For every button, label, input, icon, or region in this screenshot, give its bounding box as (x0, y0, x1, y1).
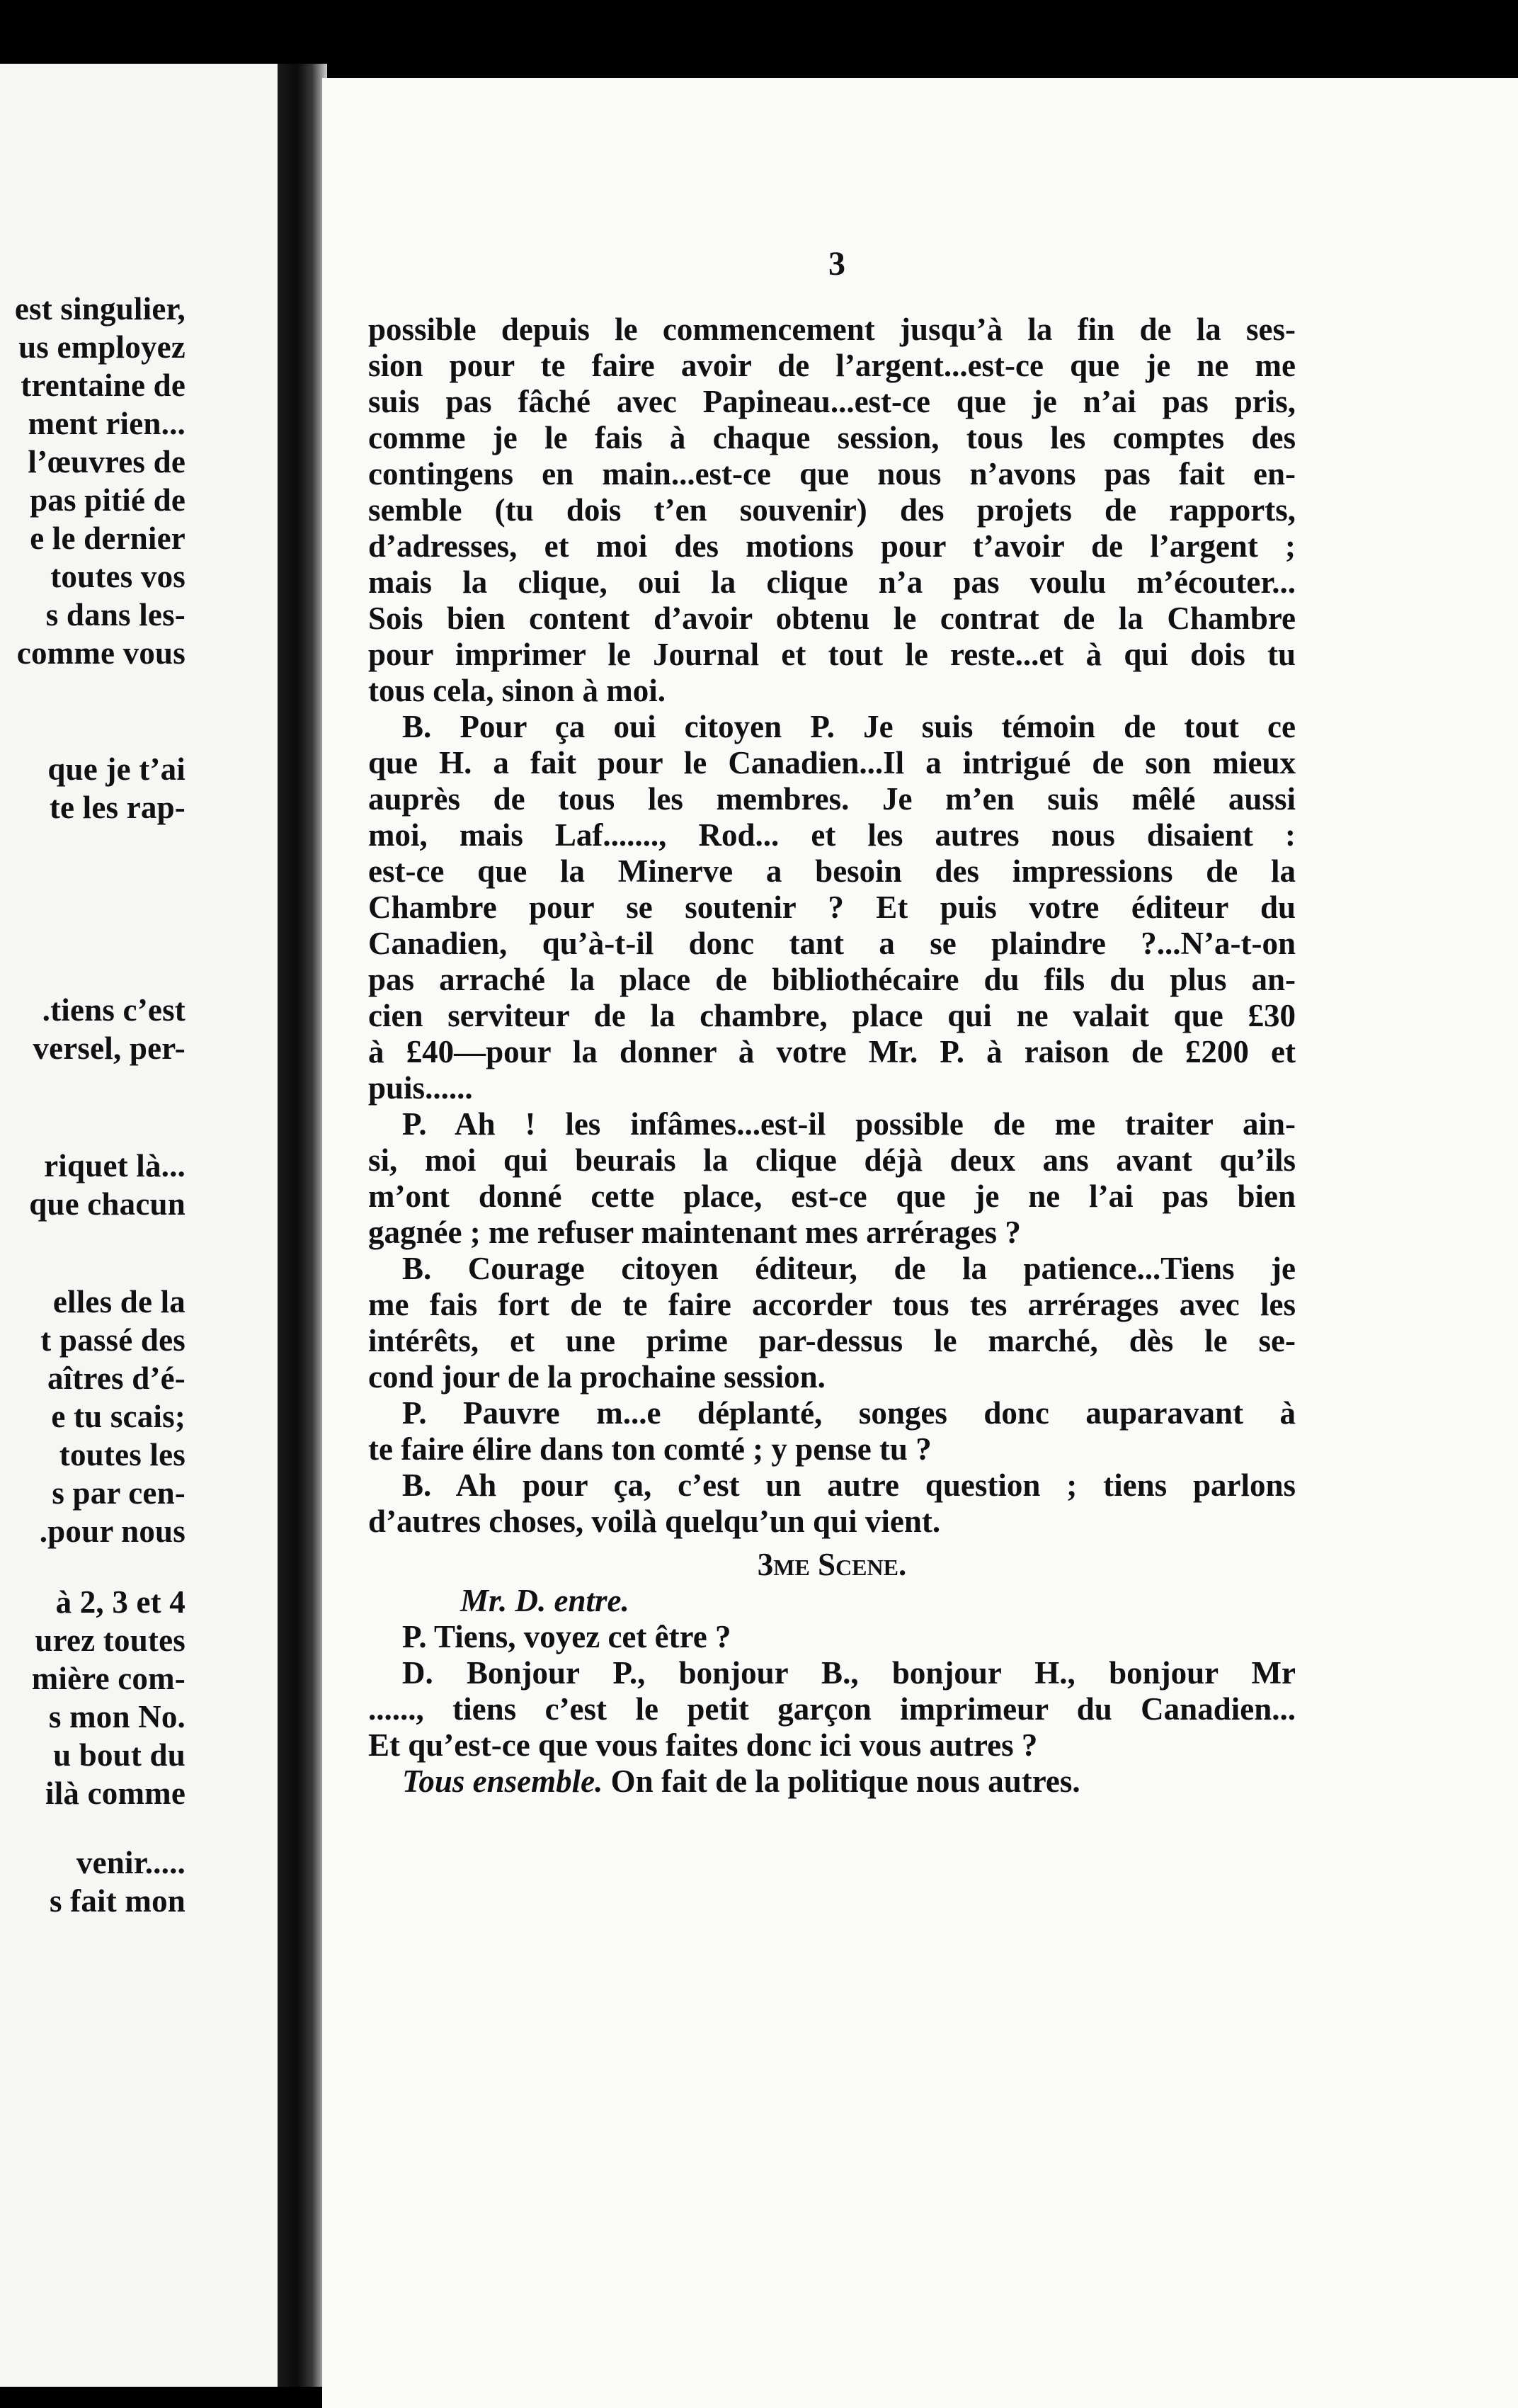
final-line (368, 1764, 1296, 1800)
left-page-line: l’œuvres de (28, 444, 186, 479)
left-page-line: versel, per- (33, 1030, 186, 1066)
left-page-line: riquet là... (44, 1148, 186, 1183)
text-line: moi, mais Laf......., Rod... et les autres nous disaient : (368, 817, 1296, 853)
text-line: intérêts, et une prime par-dessus le marché, dès le se- (368, 1323, 1296, 1358)
left-page-line: s mon No. (48, 1699, 186, 1734)
text-line: suis pas fâché avec Papineau...est-ce que je n’ai pas pris, (368, 384, 1296, 419)
page-body-text (368, 312, 1296, 1800)
text-line: D. Bonjour P., bonjour B., bonjour H., bonjour Mr (402, 1655, 1296, 1691)
text-line: tous cela, sinon à moi. (368, 673, 666, 708)
text-line: te faire élire dans ton comté ; y pense tu ? (368, 1431, 932, 1467)
text-line: comme je le fais à chaque session, tous les comptes des (368, 420, 1296, 455)
text-line: m’ont donné cette place, est-ce que je ne l’ai pas bien (368, 1179, 1296, 1214)
text-line: me fais fort de te faire accorder tous tes arrérages avec les (368, 1287, 1296, 1322)
left-page-line: us employez (18, 329, 186, 365)
text-line: mais la clique, oui la clique n’a pas voulu m’écouter... (368, 564, 1296, 600)
left-page-line: trentaine de (21, 368, 186, 403)
left-page-line: à 2, 3 et 4 (55, 1584, 186, 1620)
left-page-line: mière com- (31, 1661, 186, 1696)
text-line: puis...... (368, 1070, 473, 1106)
text-line: Chambre pour se soutenir ? Et puis votre éditeur du (368, 890, 1296, 925)
text-line: B. Pour ça oui citoyen P. Je suis témoin de tout ce (402, 709, 1296, 744)
text-line: contingens en main...est-ce que nous n’avons pas fait en- (368, 456, 1296, 492)
text-line: à £40—pour la donner à votre Mr. P. à raison de £200 et (368, 1034, 1296, 1069)
left-page-line: e le dernier (30, 521, 186, 556)
text-line: cien serviteur de la chambre, place qui ne valait que £30 (368, 998, 1296, 1033)
text-line: P. Tiens, voyez cet être ? (402, 1619, 731, 1654)
left-page-fragment (0, 64, 278, 2387)
left-page-line: aîtres d’é- (47, 1361, 186, 1396)
left-page-line: que je t’ai (47, 751, 186, 787)
text-line: semble (tu dois t’en souvenir) des projets de rapports, (368, 492, 1296, 528)
text-line: Et qu’est-ce que vous faites donc ici vous autres ? (368, 1727, 1038, 1763)
text-line: Canadien, qu’à-t-il donc tant a se plaindre ?...N’a-t-on (368, 926, 1296, 961)
text-line: pour imprimer le Journal et tout le reste...et à qui dois tu (368, 637, 1296, 672)
final-text: On fait de la politique nous autres. (610, 1764, 1080, 1799)
left-page-line: est singulier, (14, 291, 186, 326)
left-page-line: u bout du (53, 1737, 186, 1773)
text-line: cond jour de la prochaine session. (368, 1359, 826, 1395)
left-page-line: .tiens c’est (42, 992, 186, 1028)
text-line: est-ce que la Minerve a besoin des impressions de la (368, 853, 1296, 889)
left-page-line: s fait mon (50, 1883, 186, 1919)
text-line: Sois bien content d’avoir obtenu le contrat de la Chambre (368, 601, 1296, 636)
left-page-line: comme vous (16, 635, 186, 671)
text-line: B. Ah pour ça, c’est un autre question ; tiens parlons (402, 1467, 1296, 1503)
left-page-line: venir..... (76, 1845, 186, 1880)
book-gutter (278, 64, 327, 2387)
text-line: d’adresses, et moi des motions pour t’avoir de l’argent ; (368, 528, 1296, 564)
text-line: sion pour te faire avoir de l’argent...est-ce que je ne me (368, 348, 1296, 383)
text-line: gagnée ; me refuser maintenant mes arrérages ? (368, 1215, 1021, 1250)
text-line: pas arraché la place de bibliothécaire du fils du plus an- (368, 962, 1296, 997)
text-line: ......, tiens c’est le petit garçon imprimeur du Canadien... (368, 1691, 1296, 1727)
left-page-line: que chacun (29, 1186, 186, 1222)
left-page-line: urez toutes (35, 1623, 186, 1658)
text-line: P. Ah ! les infâmes...est-il possible de me traiter ain- (402, 1106, 1296, 1142)
text-line: si, moi qui beurais la clique déjà deux ans avant qu’ils (368, 1142, 1296, 1178)
left-page-line: pas pitié de (30, 482, 186, 518)
left-page-line: ment rien... (28, 406, 186, 441)
left-page-line: toutes vos (50, 559, 186, 594)
text-line: que H. a fait pour le Canadien...Il a intrigué de son mieux (368, 745, 1296, 780)
left-page-line: .pour nous (39, 1513, 186, 1549)
left-page-line: te les rap- (49, 790, 186, 825)
final-speaker: Tous ensemble. (402, 1764, 603, 1799)
text-line: d’autres choses, voilà quelqu’un qui vient. (368, 1504, 941, 1539)
scene-heading: 3me Scene. (757, 1547, 907, 1582)
left-page-line: s dans les- (45, 597, 186, 632)
left-page-line: t passé des (40, 1322, 186, 1358)
text-line: auprès de tous les membres. Je m’en suis mêlé aussi (368, 781, 1296, 817)
text-line: B. Courage citoyen éditeur, de la patience...Tiens je (402, 1251, 1296, 1286)
text-line: P. Pauvre m...e déplanté, songes donc auparavant à (402, 1395, 1296, 1431)
left-page-line: elles de la (52, 1284, 186, 1319)
left-page-line: toutes les (59, 1437, 186, 1472)
text-line: possible depuis le commencement jusqu’à la fin de la ses- (368, 312, 1296, 347)
left-page-line: s par cen- (52, 1475, 186, 1511)
page-number: 3 (828, 245, 845, 283)
stage-direction: Mr. D. entre. (460, 1583, 629, 1618)
left-page-line: e tu scais; (51, 1399, 186, 1434)
left-page-line: ilà comme (45, 1776, 186, 1811)
